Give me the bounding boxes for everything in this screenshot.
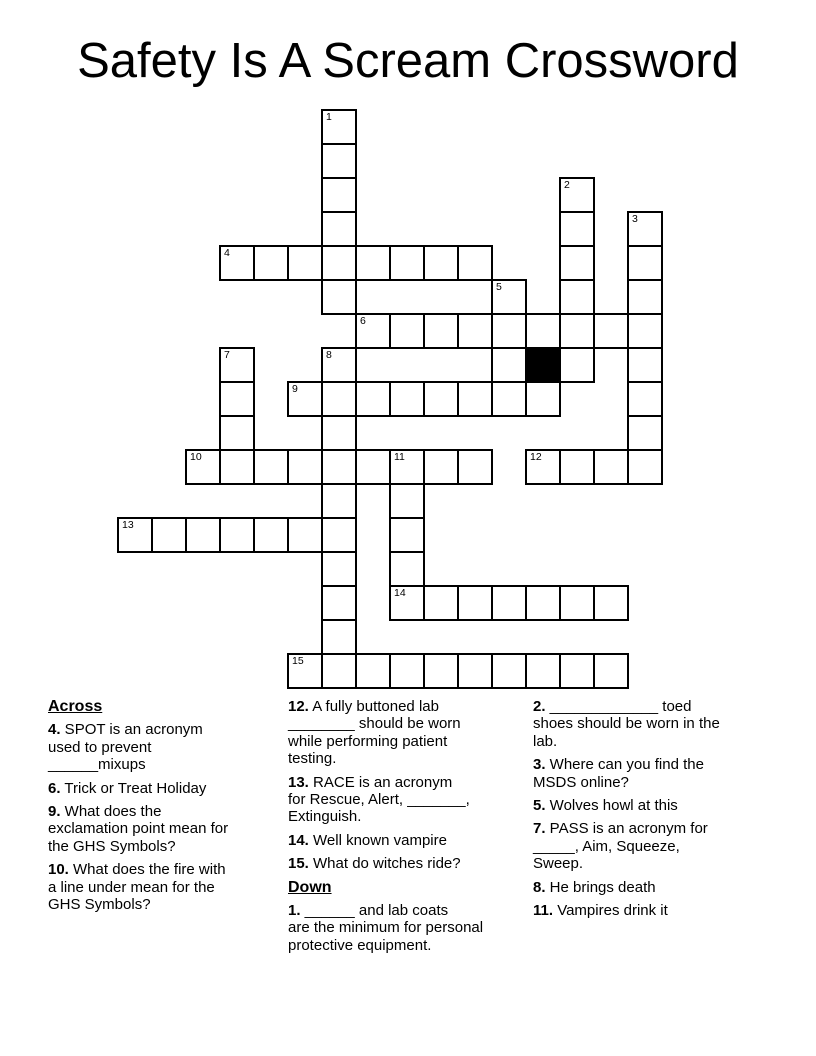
cell-number: 5 xyxy=(496,281,502,293)
grid-cell[interactable] xyxy=(355,313,391,349)
clue-number: 2. xyxy=(533,698,546,715)
grid-cell[interactable] xyxy=(491,279,527,315)
grid-cell[interactable] xyxy=(423,381,459,417)
grid-cell[interactable] xyxy=(253,517,289,553)
grid-cell[interactable] xyxy=(559,347,595,383)
clue-number: 8. xyxy=(533,878,546,896)
clue-column-1 xyxy=(48,698,278,919)
clue-column-2 xyxy=(288,698,538,960)
grid-cell[interactable] xyxy=(321,143,357,179)
down-header: Down xyxy=(288,878,332,896)
grid-cell[interactable] xyxy=(559,313,595,349)
grid-cell[interactable] xyxy=(593,585,629,621)
cell-number: 8 xyxy=(326,349,332,361)
grid-cell[interactable] xyxy=(321,585,357,621)
grid-cell[interactable] xyxy=(423,585,459,621)
cell-number: 2 xyxy=(564,179,570,191)
grid-cell[interactable] xyxy=(253,245,289,281)
grid-cell[interactable] xyxy=(389,483,425,519)
cell-number: 10 xyxy=(190,451,202,463)
clue-number: 1. xyxy=(288,902,301,920)
clue-number: 9. xyxy=(48,803,61,821)
clue-number: 14. xyxy=(288,831,309,849)
grid-cell[interactable] xyxy=(287,449,323,485)
cell-number: 12 xyxy=(530,451,542,463)
clue-number: 10. xyxy=(48,861,69,879)
clue-10: 10. What does the fire with a line under mean for the GHS Symbols? xyxy=(48,861,226,914)
clue-column-3 xyxy=(533,698,803,925)
grid-cell[interactable] xyxy=(389,551,425,587)
grid-cell[interactable] xyxy=(593,653,629,689)
grid-cell[interactable] xyxy=(355,449,391,485)
grid-cell[interactable] xyxy=(627,211,663,247)
grid-cell[interactable] xyxy=(559,585,595,621)
grid-cell[interactable] xyxy=(321,449,357,485)
grid-cell[interactable] xyxy=(185,517,221,553)
grid-cell[interactable] xyxy=(287,245,323,281)
clue-2: 2. _____________ toed shoes should be worn in the lab. xyxy=(533,698,720,750)
grid-cell[interactable] xyxy=(627,449,663,485)
clue-4: 4. SPOT is an acronym used to prevent ______mixups xyxy=(48,721,203,774)
grid-cell[interactable] xyxy=(423,245,459,281)
grid-cell[interactable] xyxy=(219,347,255,383)
cell-number: 11 xyxy=(394,451,405,463)
grid-cell[interactable] xyxy=(185,449,221,485)
grid-cell[interactable] xyxy=(423,653,459,689)
grid-cell[interactable] xyxy=(457,585,493,621)
grid-cell[interactable] xyxy=(525,653,561,689)
grid-cell[interactable] xyxy=(457,245,493,281)
clue-14: 14. Well known vampire xyxy=(288,831,447,849)
clue-number: 3. xyxy=(533,756,546,774)
grid-cell[interactable] xyxy=(457,449,493,485)
grid-cell[interactable] xyxy=(219,449,255,485)
clue-number: 13. xyxy=(288,773,309,791)
page-title: Safety Is A Scream Crossword xyxy=(77,34,739,88)
clue-11: 11. Vampires drink it xyxy=(533,902,668,920)
clue-number: 7. xyxy=(533,820,546,838)
clue-number: 15. xyxy=(288,855,309,873)
grid-cell[interactable] xyxy=(525,449,561,485)
grid-cell[interactable] xyxy=(219,517,255,553)
clue-5: 5. Wolves howl at this xyxy=(533,797,678,815)
grid-cell[interactable] xyxy=(321,109,357,145)
grid-cell[interactable] xyxy=(457,653,493,689)
grid-cell[interactable] xyxy=(525,381,561,417)
grid-cell[interactable] xyxy=(151,517,187,553)
black-cell xyxy=(525,347,561,383)
grid-cell[interactable] xyxy=(627,347,663,383)
grid-cell[interactable] xyxy=(389,245,425,281)
clue-13: 13. RACE is an acronym for Rescue, Alert, _______, Extinguish. xyxy=(288,773,470,826)
grid-cell[interactable] xyxy=(559,279,595,315)
grid-cell[interactable] xyxy=(457,313,493,349)
grid-cell[interactable] xyxy=(253,449,289,485)
grid-cell[interactable] xyxy=(321,245,357,281)
grid-cell[interactable] xyxy=(321,415,357,451)
grid-cell[interactable] xyxy=(457,381,493,417)
grid-cell[interactable] xyxy=(389,517,425,553)
clue-9: 9. What does the exclamation point mean for the GHS Symbols? xyxy=(48,803,229,855)
cell-number: 4 xyxy=(224,247,230,259)
clue-number: 12. xyxy=(288,698,309,715)
clue-number: 11. xyxy=(533,902,554,920)
grid-cell[interactable] xyxy=(389,313,425,349)
grid-cell[interactable] xyxy=(593,449,629,485)
grid-cell[interactable] xyxy=(423,449,459,485)
cell-number: 3 xyxy=(632,213,638,225)
cell-number: 1 xyxy=(326,111,332,123)
across-header: Across xyxy=(48,698,103,715)
grid-cell[interactable] xyxy=(423,313,459,349)
grid-cell[interactable] xyxy=(627,381,663,417)
grid-cell[interactable] xyxy=(321,279,357,315)
grid-cell[interactable] xyxy=(491,347,527,383)
grid-cell[interactable] xyxy=(627,313,663,349)
cell-number: 9 xyxy=(292,383,298,395)
grid-cell[interactable] xyxy=(321,483,357,519)
grid-cell[interactable] xyxy=(219,415,255,451)
grid-cell[interactable] xyxy=(355,245,391,281)
grid-cell[interactable] xyxy=(287,653,323,689)
grid-cell[interactable] xyxy=(559,245,595,281)
grid-cell[interactable] xyxy=(627,279,663,315)
grid-cell[interactable] xyxy=(321,619,357,655)
grid-cell[interactable] xyxy=(321,381,357,417)
grid-cell[interactable] xyxy=(355,653,391,689)
clue-8: 8. He brings death xyxy=(533,878,656,896)
grid-cell[interactable] xyxy=(287,381,323,417)
grid-cell[interactable] xyxy=(321,347,357,383)
grid-cell[interactable] xyxy=(321,177,357,213)
grid-cell[interactable] xyxy=(491,585,527,621)
grid-cell[interactable] xyxy=(491,381,527,417)
grid-cell[interactable] xyxy=(219,245,255,281)
grid-cell[interactable] xyxy=(559,653,595,689)
clue-number: 6. xyxy=(48,779,61,797)
clue-3: 3. Where can you find the MSDS online? xyxy=(533,756,704,791)
grid-cell[interactable] xyxy=(559,211,595,247)
grid-cell[interactable] xyxy=(627,245,663,281)
cell-number: 7 xyxy=(224,349,230,361)
grid-cell[interactable] xyxy=(389,653,425,689)
clue-6: 6. Trick or Treat Holiday xyxy=(48,779,207,797)
grid-cell[interactable] xyxy=(627,415,663,451)
grid-cell[interactable] xyxy=(525,585,561,621)
grid-cell[interactable] xyxy=(321,211,357,247)
clue-number: 4. xyxy=(48,721,61,739)
grid-cell[interactable] xyxy=(321,653,357,689)
grid-cell[interactable] xyxy=(525,313,561,349)
clue-12: 12. A fully buttoned lab ________ should be worn while performing patient testing. xyxy=(288,698,461,768)
grid-cell[interactable] xyxy=(593,313,629,349)
grid-cell[interactable] xyxy=(389,449,425,485)
grid-cell[interactable] xyxy=(389,381,425,417)
grid-cell[interactable] xyxy=(321,517,357,553)
cell-number: 6 xyxy=(360,315,366,327)
cell-number: 15 xyxy=(292,655,304,667)
clue-number: 5. xyxy=(533,797,546,815)
grid-cell[interactable] xyxy=(287,517,323,553)
grid-cell[interactable] xyxy=(559,177,595,213)
grid-cell[interactable] xyxy=(491,313,527,349)
grid-cell[interactable] xyxy=(559,449,595,485)
cell-number: 14 xyxy=(394,587,406,599)
clue-7: 7. PASS is an acronym for _____, Aim, Squeeze, Sweep. xyxy=(533,820,708,873)
clue-1: 1. ______ and lab coats are the minimum for personal protective equipment. xyxy=(288,902,484,954)
grid-cell[interactable] xyxy=(117,517,153,553)
grid-cell[interactable] xyxy=(491,653,527,689)
clue-15: 15. What do witches ride? xyxy=(288,855,461,873)
grid-cell[interactable] xyxy=(219,381,255,417)
grid-cell[interactable] xyxy=(321,551,357,587)
cell-number: 13 xyxy=(122,519,134,531)
grid-cell[interactable] xyxy=(389,585,425,621)
grid-cell[interactable] xyxy=(355,381,391,417)
